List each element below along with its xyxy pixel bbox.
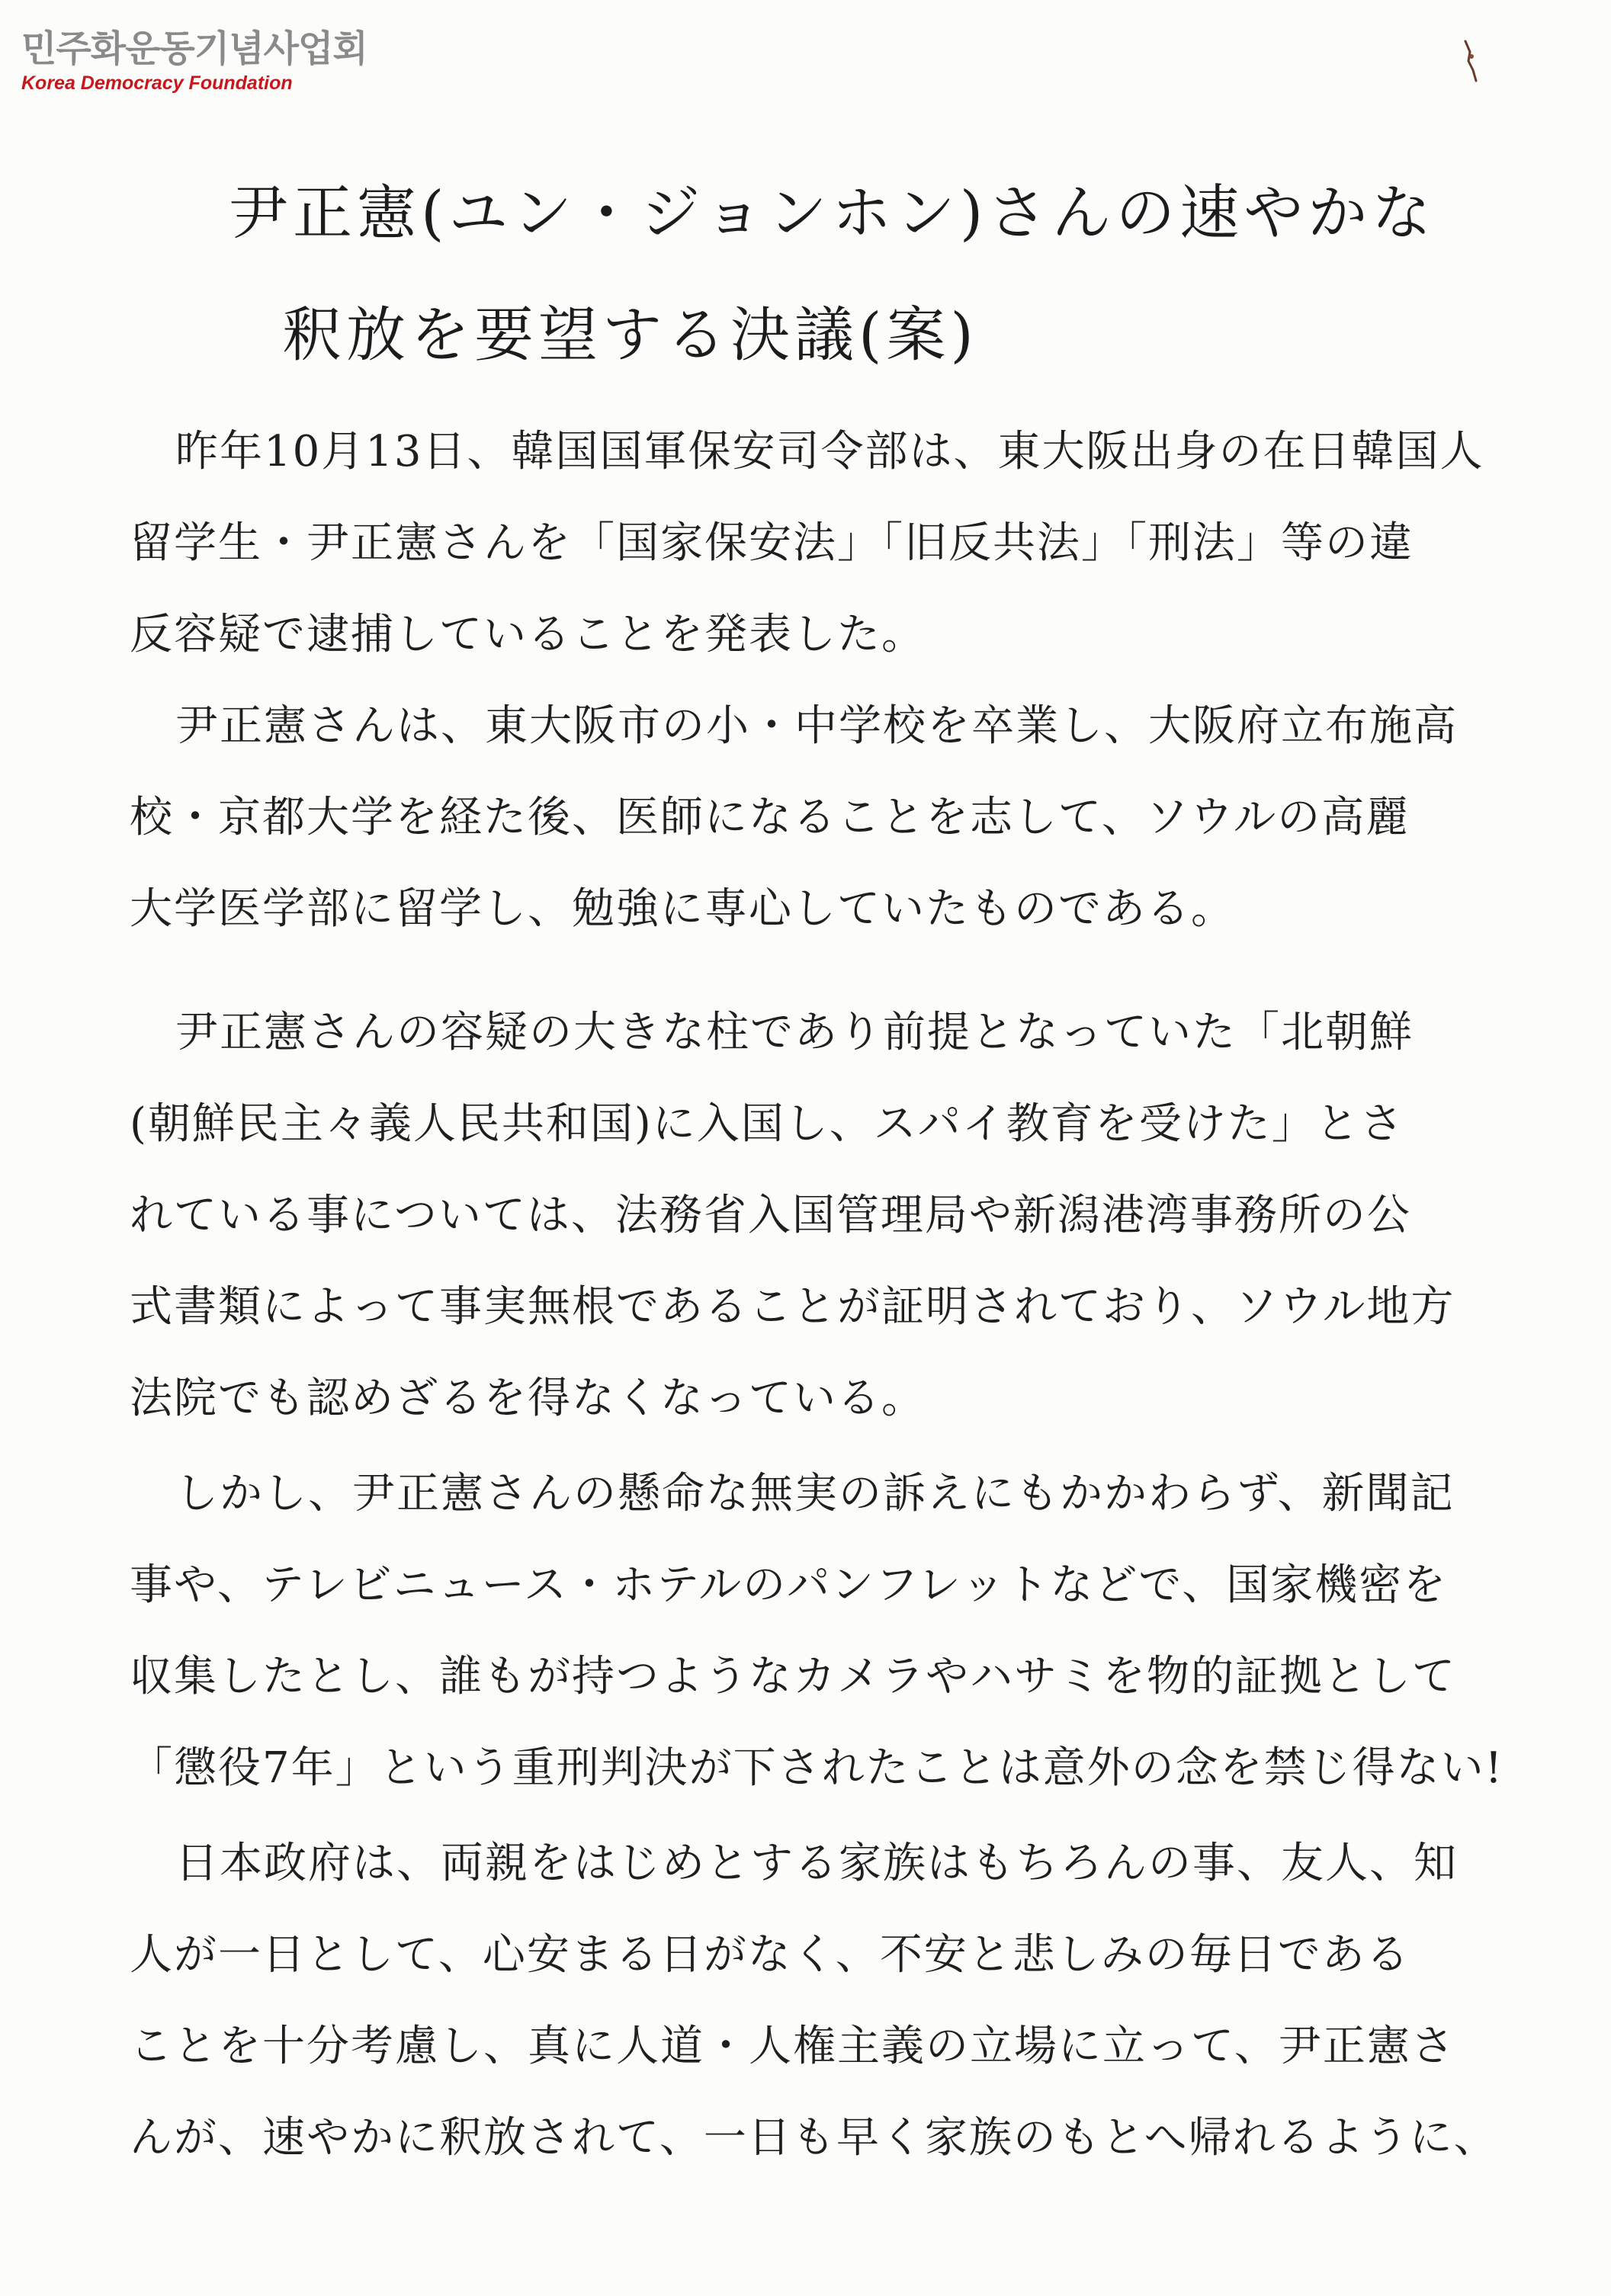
body-line: 尹正憲さんは、東大阪市の小・中学校を卒業し、大阪府立布施高 (175, 701, 1458, 751)
body-line: (朝鮮民主々義人民共和国)に入国し、スパイ教育を受けた」とさ (130, 1099, 1404, 1149)
body-line: んが、速やかに釈放されて、一日も早く家族のもとへ帰れるように、 (130, 2113, 1498, 2163)
body-line: 収集したとし、誰もが持つようなカメラやハサミを物的証拠として (130, 1652, 1456, 1701)
body-line: しかし、尹正憲さんの懸命な無実の訴えにもかかわらず、新聞記 (175, 1469, 1455, 1518)
body-line: 日本政府は、両親をはじめとする家族はもちろんの事、友人、知 (175, 1839, 1458, 1888)
body-line: 昨年10月13日、韓国国軍保安司令部は、東大阪出身の在日韓国人 (175, 427, 1484, 476)
body-line: 校・京都大学を経た後、医師になることを志して、ソウルの高麗 (130, 793, 1410, 842)
ink-mark (1462, 38, 1479, 84)
document-title-line-2: 釈放を要望する決議(案) (282, 301, 978, 370)
body-line: 人が一日として、心安まる日がなく、不安と悲しみの毎日である (130, 1930, 1410, 1980)
body-line: 「懲役7年」という重刑判決が下されたことは意外の念を禁じ得ない! (130, 1743, 1504, 1793)
document-title-line-1: 尹正憲(ユン・ジョンホン)さんの速やかな (229, 179, 1436, 248)
body-line: ことを十分考慮し、真に人道・人権主義の立場に立って、尹正憲さ (130, 2022, 1455, 2071)
body-line: れている事については、法務省入国管理局や新潟港湾事務所の公 (130, 1191, 1411, 1240)
body-line: 式書類によって事実無根であることが証明されており、ソウル地方 (130, 1282, 1455, 1332)
body-line: 大学医学部に留学し、勉強に専心していたものである。 (130, 884, 1235, 934)
body-line: 事や、テレビニュース・ホテルのパンフレットなどで、国家機密を (130, 1560, 1448, 1610)
logo-korean-text: 민주화운동기념사업회 (21, 27, 367, 70)
body-line: 反容疑で逮捕していることを発表した。 (130, 610, 926, 659)
body-line: 留学生・尹正憲さんを「国家保安法」「旧反共法」「刑法」等の違 (130, 518, 1414, 568)
body-line: 法院でも認めざるを得なくなっている。 (130, 1374, 926, 1423)
logo-english-text: Korea Democracy Foundation (21, 72, 293, 94)
body-line: 尹正憲さんの容疑の大きな柱であり前提となっていた「北朝鮮 (175, 1008, 1414, 1057)
foundation-logo (21, 26, 372, 95)
